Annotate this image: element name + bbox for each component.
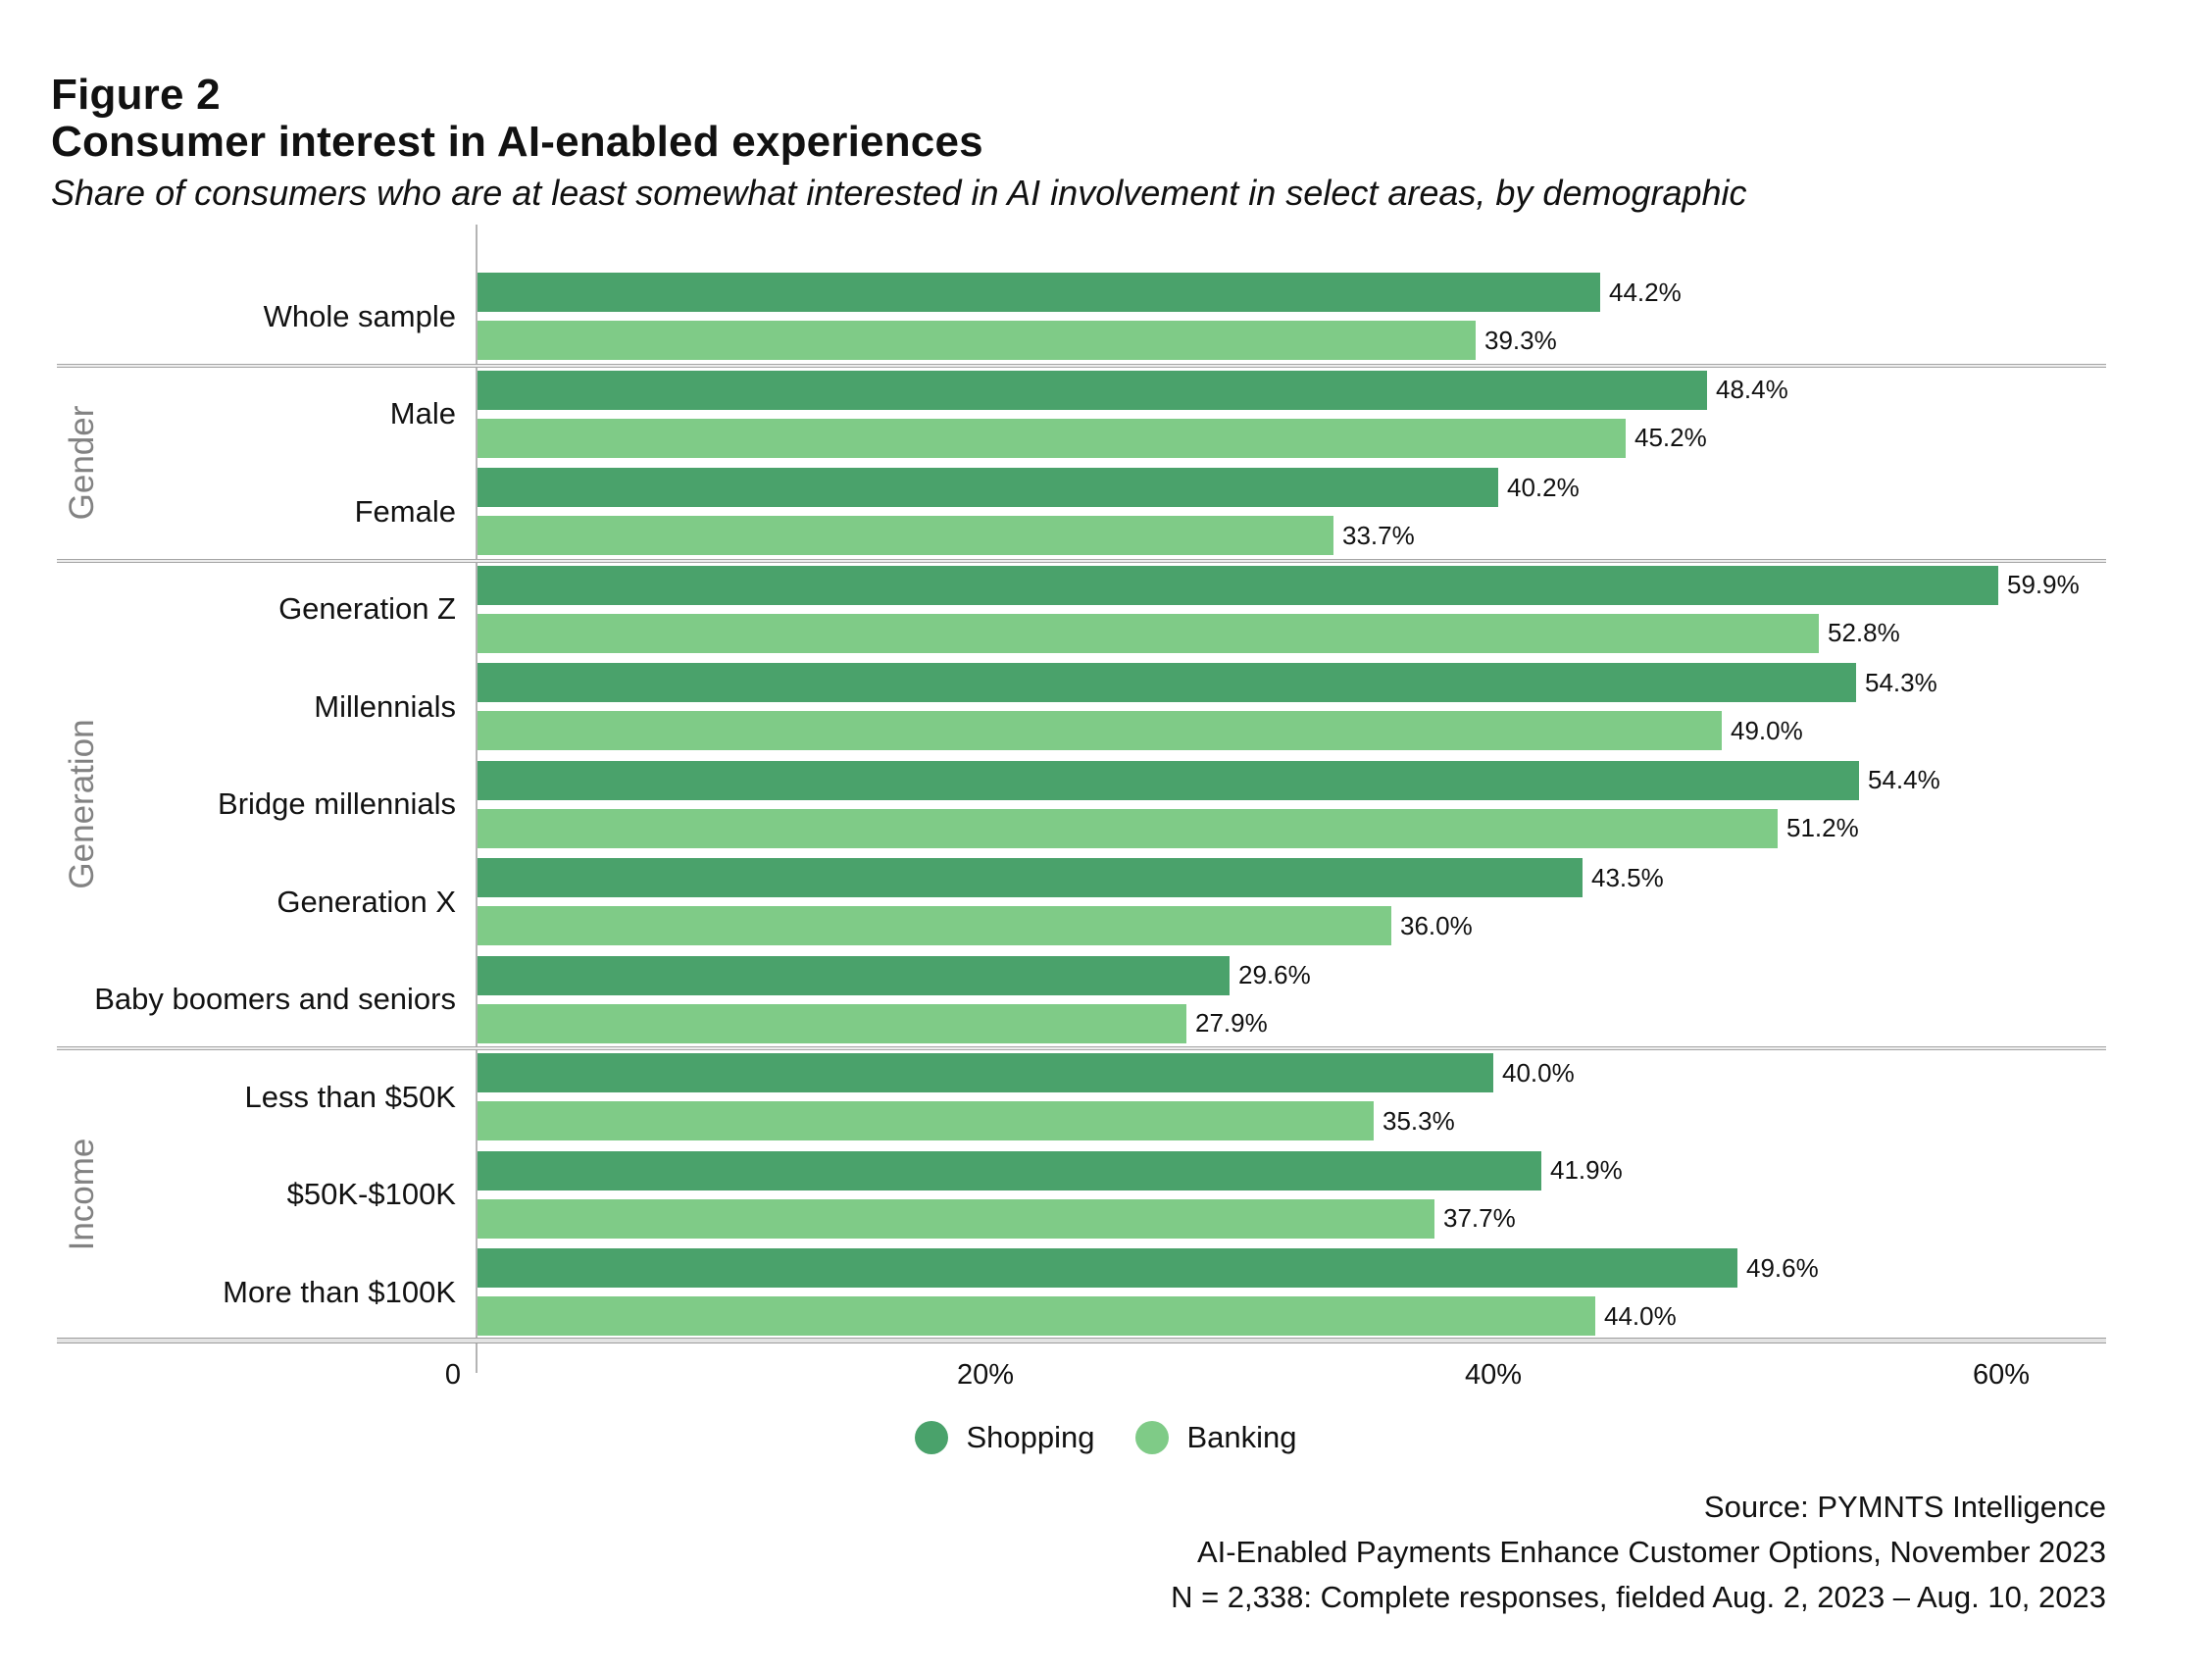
value-label-banking-generation-z: 52.8% — [1828, 618, 1900, 647]
bar-banking-millennials — [478, 711, 1722, 750]
bar-shopping-generation-x — [478, 858, 1583, 897]
chart-legend — [0, 1420, 2212, 1455]
bar-shopping-baby-boomers-and-seniors — [478, 956, 1230, 995]
bar-shopping-male — [478, 371, 1707, 410]
row-label-generation-z: Generation Z — [278, 591, 456, 626]
value-label-shopping-whole-sample: 44.2% — [1609, 277, 1682, 307]
figure-title: Consumer interest in AI-enabled experiences — [51, 118, 983, 166]
bar-banking-male — [478, 419, 1626, 458]
legend-item-shopping — [915, 1420, 1094, 1455]
bar-shopping-bridge-millennials — [478, 761, 1859, 800]
x-tick-20: 20% — [956, 1359, 1015, 1391]
bar-banking-baby-boomers-and-seniors — [478, 1004, 1186, 1043]
source-line-publisher: Source: PYMNTS Intelligence — [1703, 1490, 2106, 1524]
value-label-banking-50k-100k: 37.7% — [1443, 1203, 1516, 1233]
value-label-banking-more-than-100k: 44.0% — [1604, 1300, 1677, 1331]
x-tick-40: 40% — [1464, 1359, 1523, 1391]
bar-banking-generation-z — [478, 614, 1819, 653]
row-label-male: Male — [389, 396, 456, 431]
bar-shopping-generation-z — [478, 566, 1998, 605]
bar-shopping-50k-100k — [478, 1151, 1541, 1191]
value-label-shopping-more-than-100k: 49.6% — [1746, 1252, 1819, 1283]
bar-banking-less-than-50k — [478, 1101, 1374, 1140]
section-divider — [57, 559, 2106, 563]
value-label-shopping-baby-boomers-and-seniors: 29.6% — [1238, 960, 1311, 989]
row-label-female: Female — [354, 493, 456, 529]
section-divider — [57, 1046, 2106, 1050]
legend-item-banking — [1135, 1420, 1296, 1455]
group-label-income: Income — [63, 1138, 101, 1251]
value-label-banking-millennials: 49.0% — [1731, 715, 1803, 745]
shopping-swatch-icon — [915, 1421, 948, 1454]
row-label-more-than-100k: More than $100K — [223, 1274, 456, 1309]
value-label-banking-female: 33.7% — [1342, 520, 1415, 550]
figure-label: Figure 2 — [51, 71, 221, 119]
row-label-50k-100k: $50K-$100K — [286, 1177, 456, 1211]
group-label-gender: Gender — [63, 405, 101, 521]
value-label-banking-male: 45.2% — [1634, 423, 1707, 452]
section-divider — [57, 364, 2106, 368]
row-label-less-than-50k: Less than $50K — [244, 1079, 456, 1114]
bar-shopping-female — [478, 468, 1498, 507]
source-block — [1171, 1485, 2106, 1620]
row-label-millennials: Millennials — [314, 688, 456, 724]
value-label-banking-bridge-millennials: 51.2% — [1786, 813, 1859, 842]
value-label-banking-generation-x: 36.0% — [1400, 910, 1473, 940]
source-line-report: AI-Enabled Payments Enhance Customer Options, November 2023 — [1196, 1535, 2106, 1569]
value-label-shopping-millennials: 54.3% — [1865, 667, 1937, 697]
row-label-whole-sample: Whole sample — [263, 298, 456, 333]
source-line-sample: N = 2,338: Complete responses, fielded Aug. 2, 2023 – Aug. 10, 2023 — [1171, 1580, 2106, 1614]
value-label-shopping-50k-100k: 41.9% — [1550, 1155, 1623, 1185]
row-label-generation-x: Generation X — [276, 884, 456, 919]
legend-label-banking: Banking — [1186, 1420, 1297, 1454]
group-label-generation: Generation — [63, 719, 101, 889]
bar-banking-whole-sample — [478, 321, 1476, 360]
value-label-banking-baby-boomers-and-seniors: 27.9% — [1195, 1008, 1268, 1038]
bar-shopping-more-than-100k — [478, 1248, 1737, 1288]
bar-banking-more-than-100k — [478, 1296, 1595, 1336]
bar-shopping-whole-sample — [478, 273, 1600, 312]
bar-banking-bridge-millennials — [478, 809, 1778, 848]
x-axis-line — [57, 1338, 2106, 1343]
value-label-shopping-generation-x: 43.5% — [1591, 862, 1664, 892]
value-label-shopping-less-than-50k: 40.0% — [1502, 1057, 1575, 1088]
banking-swatch-icon — [1135, 1421, 1169, 1454]
value-label-banking-less-than-50k: 35.3% — [1382, 1105, 1455, 1136]
x-tick-0: 0 — [444, 1359, 462, 1391]
bar-banking-generation-x — [478, 906, 1391, 945]
value-label-shopping-generation-z: 59.9% — [2007, 570, 2080, 599]
bar-shopping-less-than-50k — [478, 1053, 1493, 1092]
bar-banking-female — [478, 516, 1333, 555]
row-label-bridge-millennials: Bridge millennials — [218, 786, 456, 821]
bar-shopping-millennials — [478, 663, 1856, 702]
value-label-shopping-male: 48.4% — [1716, 375, 1788, 404]
legend-label-shopping: Shopping — [966, 1420, 1095, 1454]
x-tick-60: 60% — [1972, 1359, 2031, 1391]
figure-subtitle: Share of consumers who are at least somewhat interested in AI involvement in select areas, by demographic — [51, 173, 1747, 213]
value-label-shopping-bridge-millennials: 54.4% — [1868, 765, 1940, 794]
bar-banking-50k-100k — [478, 1199, 1434, 1239]
row-label-baby-boomers-and-seniors: Baby boomers and seniors — [94, 982, 456, 1016]
value-label-banking-whole-sample: 39.3% — [1484, 325, 1557, 355]
value-label-shopping-female: 40.2% — [1507, 472, 1580, 502]
